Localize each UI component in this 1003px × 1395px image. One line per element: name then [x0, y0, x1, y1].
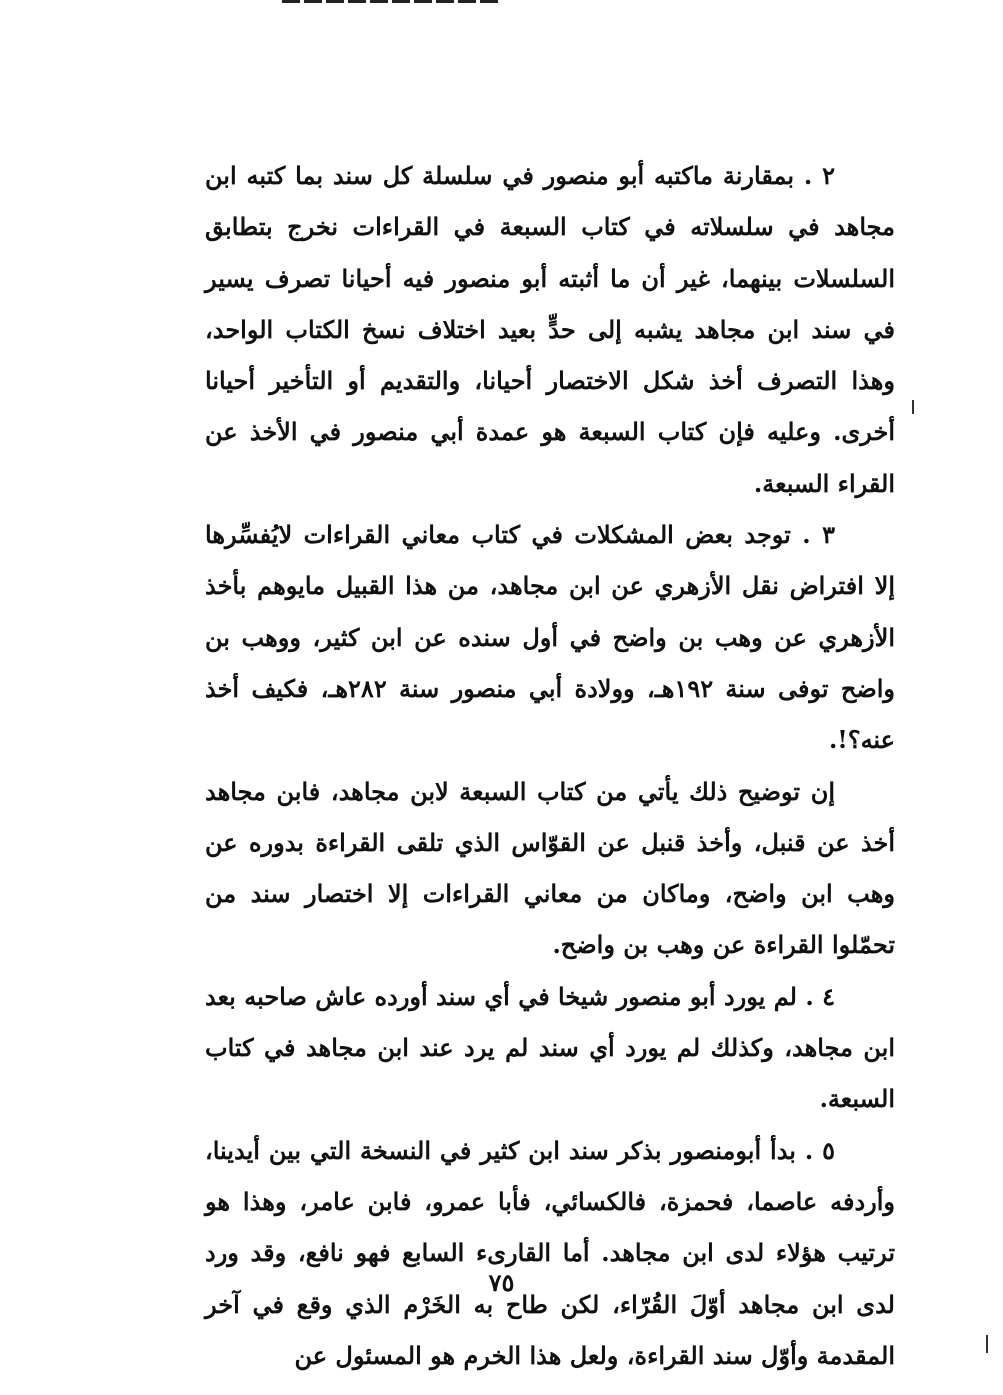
scan-speck [986, 1335, 988, 1353]
paragraph-point-5: ٥ . بدأ أبومنصور بذكر سند ابن كثير في النسخة التي بين أيدينا، وأردفه عاصما، فحمزة، فالكسائي، فأبا عمرو، فابن عامر، وهذا هو ترتيب هؤلاء لدى ابن مجاهد. أما القارىء السابع فهو نافع، وقد ورد لدى ابن مجاهد أوّلَ القُرّاء، لكن طاح به الخَرْم الذي وقع في آخر المقدمة وأوّل سند القراءة، ولعل هذا الخرم هو المسئول عن [205, 1135, 895, 1370]
paragraph-explanation: إن توضيح ذلك يأتي من كتاب السبعة لابن مجاهد، فابن مجاهد أخذ عن قنبل، وأخذ قنبل عن القوّاس الذي تلقى القراءة بدوره عن وهب ابن واضح، وماكان من معاني القراءات إلا اختصار سند من تحمّلوا القراءة عن وهب بن واضح. [205, 776, 895, 960]
paragraph-point-3: ٣ . توجد بعض المشكلات في كتاب معاني القراءات لايُفسِّرها إلا افتراض نقل الأزهري عن ابن مجاهد، من هذا القبيل مايوهم بأخذ الأزهري عن وهب بن واضح في أول سنده عن ابن كثير، ووهب بن واضح توفى سنة ١٩٢هـ، وولادة أبي منصور سنة ٢٨٢هـ، فكيف أخذ عنه؟!. [205, 520, 896, 755]
paragraph-point-4: ٤ . لم يورد أبو منصور شيخا في أي سند أورده عاش صاحبه بعد ابن مجاهد، وكذلك لم يورد أي سند لم يرد عند ابن مجاهد في كتاب السبعة. [205, 981, 895, 1114]
page-number: ٧٥ [488, 1268, 515, 1297]
top-rule [282, 0, 502, 3]
paragraph-point-2: ٢ . بمقارنة ماكتبه أبو منصور في سلسلة كل سند بما كتبه ابن مجاهد في سلسلاته في كتاب السبعة في القراءات نخرج بتطابق السلسلات بينهما، غير أن ما أثبته أبو منصور فيه أحيانا تصرف يسير في سند ابن مجاهد يشبه إلى حدٍّ بعيد اختلاف نسخ الكتاب الواحد، وهذا التصرف أخذ شكل الاختصار أحيانا، والتقديم أو التأخير أحيانا أخرى. وعليه فإن كتاب السبعة هو عمدة أبي منصور في الأخذ عن القراء السبعة. [205, 161, 895, 498]
page-body [205, 150, 895, 1381]
scan-speck [912, 400, 914, 414]
